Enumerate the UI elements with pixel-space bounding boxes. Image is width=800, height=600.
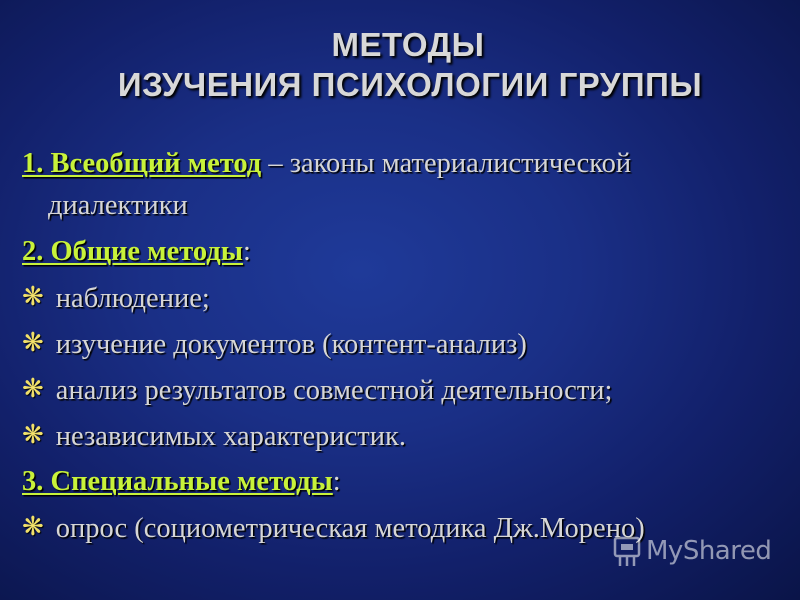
item-2-heading[interactable]: 2. Общие методы bbox=[22, 236, 243, 267]
bullet-text: опрос (социометрическая методика Дж.Морено) bbox=[55, 513, 645, 544]
item-1 bbox=[22, 148, 631, 180]
bullet-text: изучение документов (контент-анализ) bbox=[55, 329, 527, 360]
slide-title-line-2: ИЗУЧЕНИЯ ПСИХОЛОГИИ ГРУППЫ bbox=[117, 66, 703, 103]
slide-title-line-1: МЕТОДЫ bbox=[331, 26, 485, 63]
bullet-item bbox=[22, 374, 612, 407]
star-bullet-icon: ❋ bbox=[22, 328, 44, 357]
star-bullet-icon: ❋ bbox=[22, 374, 44, 403]
star-bullet-icon: ❋ bbox=[22, 282, 44, 311]
myshared-watermark bbox=[612, 534, 771, 568]
star-bullet-icon: ❋ bbox=[22, 420, 44, 449]
myshared-logo-icon bbox=[612, 534, 642, 568]
item-3 bbox=[22, 466, 341, 498]
item-2-colon: : bbox=[242, 236, 251, 267]
watermark-text: MyShared bbox=[646, 536, 772, 566]
item-1-heading[interactable]: 1. Всеобщий метод bbox=[22, 148, 262, 179]
bullet-text: независимых характеристик. bbox=[55, 421, 406, 452]
bullet-text: наблюдение; bbox=[55, 283, 210, 314]
star-bullet-icon: ❋ bbox=[22, 512, 44, 541]
bullet-item bbox=[22, 282, 210, 315]
item-1-continuation: диалектики bbox=[48, 190, 188, 221]
bullet-item bbox=[22, 420, 406, 453]
item-1-text: – законы материалистической bbox=[261, 148, 632, 179]
item-3-heading[interactable]: 3. Специальные методы bbox=[22, 466, 333, 497]
item-2 bbox=[22, 236, 251, 268]
bullet-item bbox=[22, 328, 527, 361]
item-3-colon: : bbox=[332, 466, 341, 497]
bullet-item bbox=[22, 512, 645, 545]
bullet-text: анализ результатов совместной деятельности; bbox=[55, 375, 613, 406]
